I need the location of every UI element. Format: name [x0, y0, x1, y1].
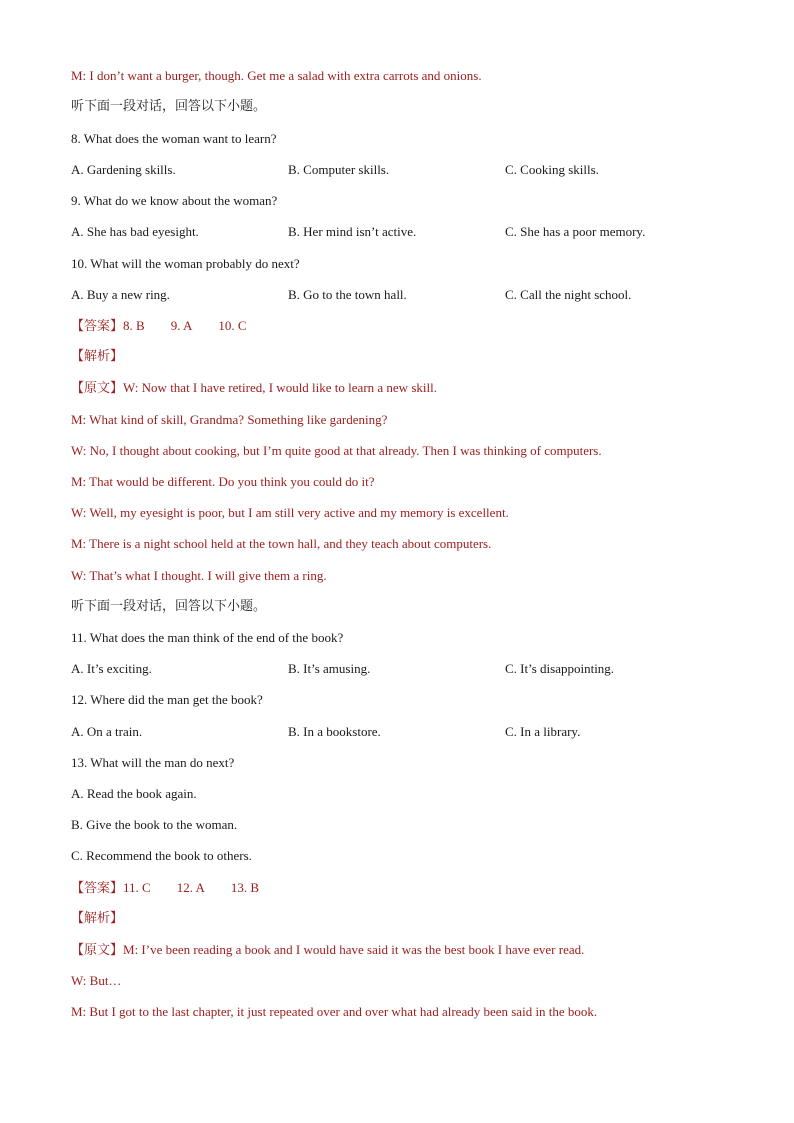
dialogue-line: W: No, I thought about cooking, but I’m quite good at that already. Then I was thinking of computers. [71, 443, 602, 458]
answer-line [71, 880, 259, 896]
transcript-line [71, 942, 584, 958]
option-c: C. She has a poor memory. [505, 224, 646, 239]
question-12-options [71, 724, 721, 740]
option-b: B. Give the book to the woman. [71, 817, 238, 832]
transcript-text: W: Now that I have retired, I would like to learn a new skill. [123, 380, 437, 395]
question-11-options [71, 661, 721, 677]
question-12: 12. Where did the man get the book? [71, 692, 263, 707]
transcript-line [71, 380, 437, 396]
question-9-options [71, 224, 721, 240]
option-b: B. It’s amusing. [288, 661, 371, 676]
option-a: A. She has bad eyesight. [71, 224, 199, 239]
answer-8: 8. B [123, 318, 145, 333]
dialogue-line: W: Well, my eyesight is poor, but I am still very active and my memory is excellent. [71, 505, 509, 520]
answer-9: 9. A [170, 318, 193, 333]
option-c: C. It’s disappointing. [505, 661, 615, 676]
option-a: A. Gardening skills. [71, 162, 176, 177]
option-c: C. Recommend the book to others. [71, 848, 252, 863]
option-b: B. In a bookstore. [288, 724, 381, 739]
dialogue-line: M: But I got to the last chapter, it just repeated over and over what had already been said in the book. [71, 1004, 598, 1019]
transcript-label: 【原文】 [71, 381, 124, 396]
option-a: A. It’s exciting. [71, 661, 152, 676]
option-c: C. In a library. [505, 724, 581, 739]
section-instruction: 听下面一段对话，回答以下小题。 [71, 99, 267, 114]
answer-12: 12. A [176, 880, 205, 895]
dialogue-line: M: What kind of skill, Grandma? Something like gardening? [71, 412, 388, 427]
dialogue-line: M: I don’t want a burger, though. Get me a salad with extra carrots and onions. [71, 68, 482, 83]
question-8: 8. What does the woman want to learn? [71, 131, 277, 146]
option-c: C. Call the night school. [505, 287, 632, 302]
answer-13: 13. B [230, 880, 260, 895]
option-a: A. On a train. [71, 724, 143, 739]
option-b: B. Go to the town hall. [288, 287, 407, 302]
analysis-label: 【解析】 [71, 349, 124, 364]
question-8-options [71, 162, 721, 178]
answer-11: 11. C [123, 880, 151, 895]
question-11: 11. What does the man think of the end of the book? [71, 630, 344, 645]
answer-label: 【答案】 [71, 319, 124, 334]
transcript-label: 【原文】 [71, 943, 124, 958]
option-a: A. Buy a new ring. [71, 287, 170, 302]
answer-10: 10. C [218, 318, 247, 333]
option-b: B. Her mind isn’t active. [288, 224, 417, 239]
section-instruction: 听下面一段对话，回答以下小题。 [71, 599, 267, 614]
dialogue-line: W: That’s what I thought. I will give them a ring. [71, 568, 327, 583]
transcript-text: M: I’ve been reading a book and I would have said it was the best book I have ever read. [123, 942, 585, 957]
question-9: 9. What do we know about the woman? [71, 193, 278, 208]
answer-label: 【答案】 [71, 881, 124, 896]
question-10: 10. What will the woman probably do next? [71, 256, 300, 271]
question-10-options [71, 287, 721, 303]
option-b: B. Computer skills. [288, 162, 390, 177]
question-13: 13. What will the man do next? [71, 755, 235, 770]
answer-line [71, 318, 247, 334]
dialogue-line: M: That would be different. Do you think you could do it? [71, 474, 375, 489]
option-c: C. Cooking skills. [505, 162, 599, 177]
dialogue-line: M: There is a night school held at the town hall, and they teach about computers. [71, 536, 492, 551]
option-a: A. Read the book again. [71, 786, 197, 801]
dialogue-line: W: But… [71, 973, 122, 988]
analysis-label: 【解析】 [71, 911, 124, 926]
